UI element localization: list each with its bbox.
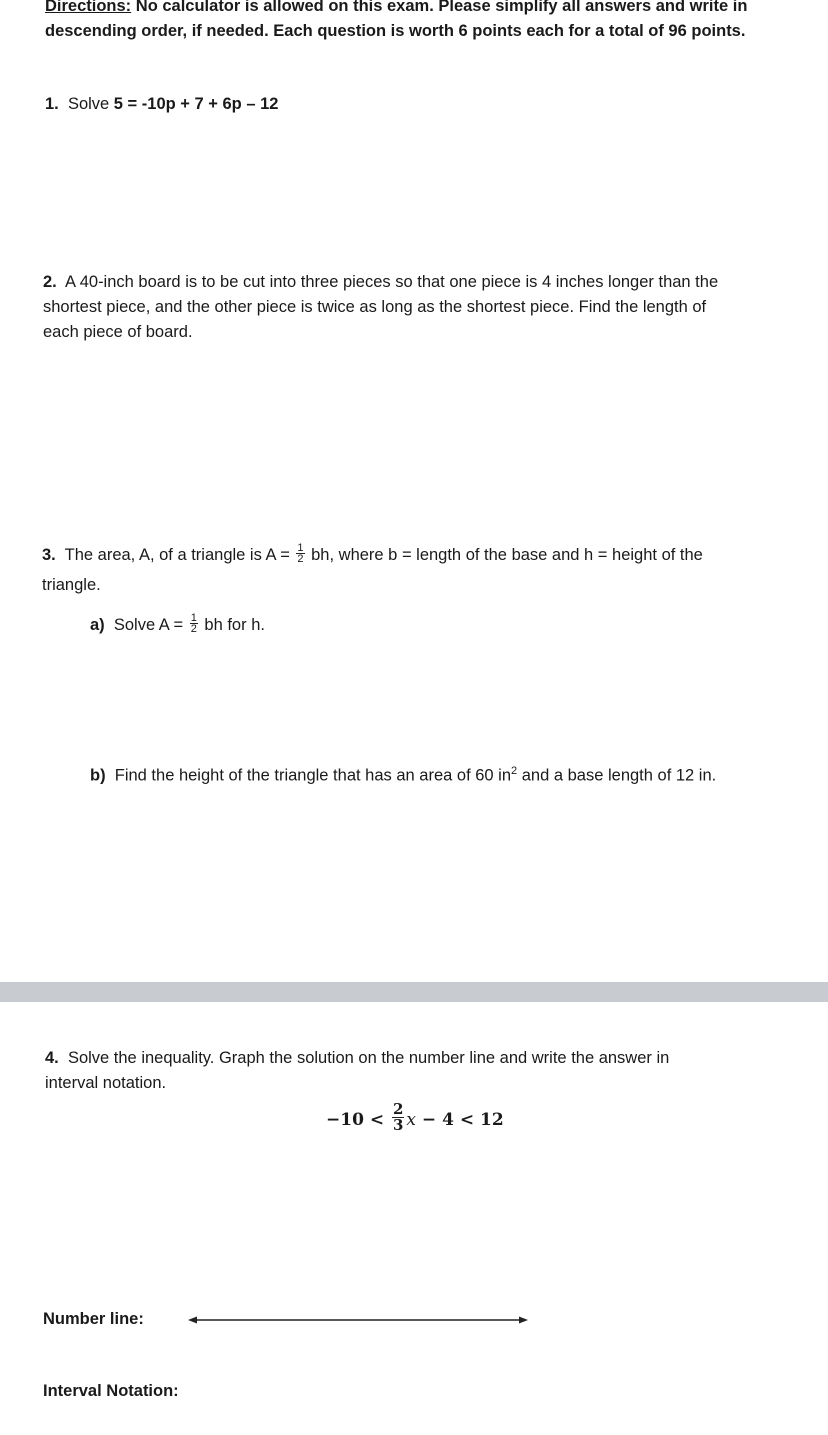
- question-3a: [90, 610, 265, 640]
- question-1-equation: 5 = -10p + 7 + 6p – 12: [113, 95, 279, 113]
- left-arrow-icon: [188, 1317, 197, 1324]
- right-arrow-icon: [519, 1317, 528, 1324]
- inequality-right: − 4 < 12: [416, 1110, 504, 1130]
- page-separator: [0, 982, 828, 1002]
- number-line[interactable]: [188, 1313, 528, 1327]
- question-2: [43, 270, 718, 345]
- question-4: [45, 1046, 669, 1096]
- question-3b-label: b): [90, 766, 106, 785]
- superscript-2: 2: [511, 765, 518, 777]
- question-3a-label: a): [90, 616, 105, 634]
- question-3-number: 3.: [42, 546, 56, 564]
- interval-notation-label: Interval Notation:: [43, 1382, 179, 1400]
- question-3a-pre: Solve A =: [113, 616, 188, 634]
- question-2-line1: A 40-inch board is to be cut into three pieces so that one piece is 4 inches longer than the: [65, 273, 719, 291]
- inequality-variable: x: [406, 1110, 417, 1130]
- compound-inequality: [326, 1100, 504, 1136]
- fraction-one-half: $\frac{1}{2}$: [297, 542, 304, 566]
- question-3b-post: and a base length of 12 in.: [517, 766, 717, 785]
- directions: [45, 0, 747, 44]
- question-3: [42, 540, 703, 600]
- inequality-left: −10 <: [326, 1110, 390, 1130]
- question-1-prefix: Solve: [67, 95, 114, 113]
- question-4-line1: Solve the inequality. Graph the solution on the number line and write the answer in: [67, 1049, 670, 1067]
- directions-line2: descending order, if needed. Each question is worth 6 points each for a total of 96 points.: [45, 22, 746, 40]
- question-3b-pre: Find the height of the triangle that has an area of 60 in: [114, 766, 512, 785]
- directions-line1: No calculator is allowed on this exam. Please simplify all answers and write in: [135, 0, 748, 15]
- question-2-line2: shortest piece, and the other piece is twice as long as the shortest piece. Find the length of: [43, 298, 707, 316]
- question-2-line3: each piece of board.: [43, 323, 193, 341]
- number-line-label: Number line:: [43, 1310, 144, 1328]
- question-4-line2: interval notation.: [45, 1074, 167, 1092]
- question-3a-post: bh for h.: [199, 616, 265, 634]
- question-1-number: 1.: [45, 95, 59, 113]
- question-3-stem-post: bh, where b = length of the base and h = height of the: [306, 546, 703, 564]
- fraction-two-thirds: $\frac{2}{3}$: [392, 1100, 404, 1134]
- question-3-stem-pre: The area, A, of a triangle is A =: [64, 546, 295, 564]
- directions-label: Directions:: [45, 0, 132, 15]
- question-1: [45, 92, 278, 117]
- question-4-number: 4.: [45, 1049, 59, 1067]
- question-3-stem-line2: triangle.: [42, 576, 101, 594]
- question-3b: [90, 759, 716, 789]
- question-2-number: 2.: [43, 273, 57, 291]
- fraction-one-half: $\frac{1}{2}$: [190, 612, 197, 636]
